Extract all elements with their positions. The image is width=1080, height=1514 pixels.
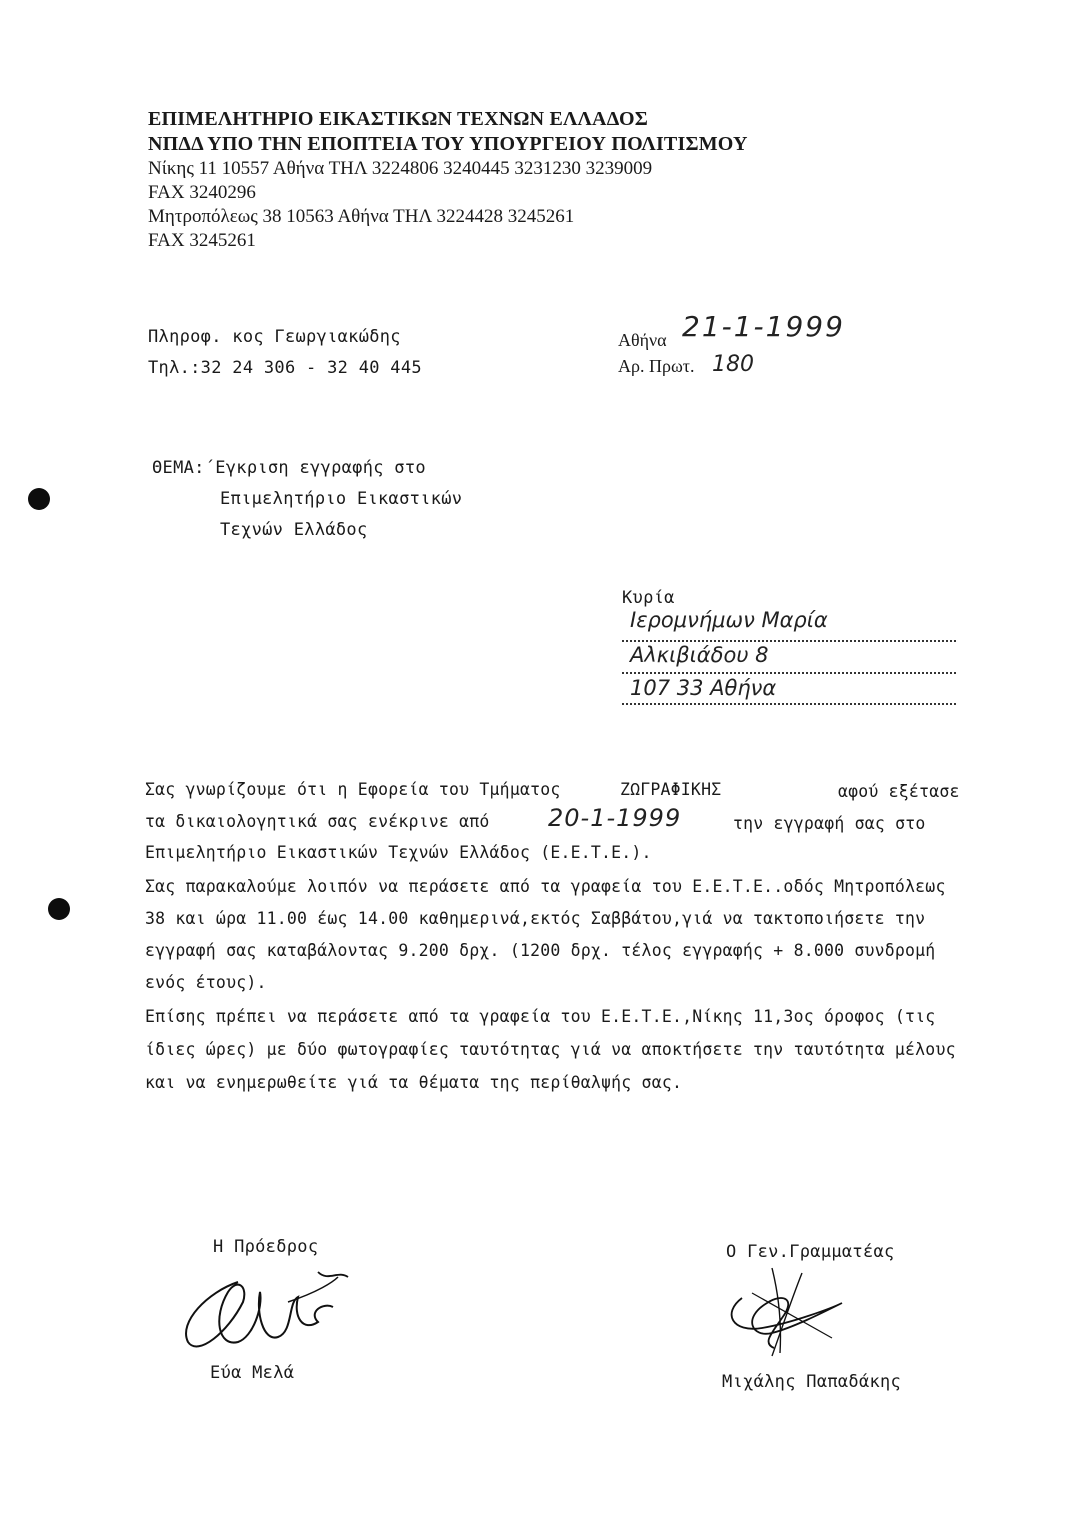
body-p1-e: Επιμελητήριο Εικαστικών Τεχνών Ελλάδος (Ε.Ε.Τ.Ε.). — [145, 843, 652, 862]
city-label: Αθήνα — [618, 330, 667, 350]
body-p2-line-1: Σας παρακαλούμε λοιπόν να περάσετε από τα γραφεία του Ε.Ε.Τ.Ε..οδός Μητροπόλεως — [145, 877, 946, 896]
subject-line-1: ΘΕΜΑ:΄Εγκριση εγγραφής στο — [152, 458, 426, 478]
body-p3-line-2: ίδιες ώρες) με δύο φωτογραφίες ταυτότητας γιά να αποκτήσετε την ταυτότητα μέλους — [145, 1040, 956, 1059]
contact-person: Πληροφ. κος Γεωργιακώδης — [148, 327, 401, 347]
body-p1-b: αφού εξέτασε — [838, 782, 960, 801]
protocol-number-handwritten: 180 — [712, 352, 754, 377]
secretary-name: Μιχάλης Παπαδάκης — [722, 1372, 902, 1392]
subject-line-3: Τεχνών Ελλάδος — [220, 520, 368, 540]
body-p1-a: Σας γνωρίζουμε ότι η Εφορεία του Τμήματος — [145, 780, 561, 799]
punch-hole-bottom — [48, 898, 70, 920]
contact-phone: Τηλ.:32 24 306 - 32 40 445 — [148, 358, 422, 378]
approval-date-handwritten: 20-1-1999 — [548, 804, 682, 832]
org-name: ΕΠΙΜΕΛΗΤΗΡΙΟ ΕΙΚΑΣΤΙΚΩΝ ΤΕΧΝΩΝ ΕΛΛΑΔΟΣ — [148, 108, 648, 130]
address-line-2: Μητροπόλεως 38 10563 Αθήνα ΤΗΛ 3224428 3245261 — [148, 206, 575, 227]
body-p2-line-4: ενός έτους). — [145, 973, 267, 992]
body-p2-line-3: εγγραφή σας καταβάλοντας 9.200 δρχ. (1200 δρχ. τέλος εγγραφής + 8.000 συνδρομή — [145, 941, 936, 960]
president-name: Εύα Μελά — [210, 1363, 295, 1383]
body-p1-d: την εγγραφή σας στο — [733, 814, 926, 833]
body-p2-line-2: 38 και ώρα 11.00 έως 14.00 καθημερινά,εκτός Σαββάτου,γιά να τακτοποιήσετε την — [145, 909, 926, 928]
address-line-1: Νίκης 11 10557 Αθήνα ΤΗΛ 3224806 3240445 3231230 3239009 — [148, 158, 653, 179]
secretary-signature — [712, 1258, 862, 1363]
salutation: Κυρία — [622, 588, 675, 608]
recipient-address-dotted-line — [622, 672, 956, 674]
body-p3-line-1: Επίσης πρέπει να περάσετε από τα γραφεία του Ε.Ε.Τ.Ε.,Νίκης 11,3ος όροφος (τις — [145, 1007, 936, 1026]
body-p3-line-3: και να ενημερωθείτε γιά τα θέματα της περίθαλψής σας. — [145, 1073, 683, 1092]
fax-line-1: FAX 3240296 — [148, 182, 256, 203]
department-name: ΖΩΓΡΑΦΙΚΗΣ — [620, 780, 722, 799]
fax-line-2: FAX 3245261 — [148, 230, 256, 251]
president-title: Η Πρόεδρος — [213, 1237, 319, 1257]
protocol-label: Αρ. Πρωτ. — [618, 356, 695, 376]
recipient-address: Αλκιβιάδου 8 — [630, 643, 769, 667]
recipient-name: Ιερομνήμων Μαρία — [630, 608, 828, 632]
recipient-name-dotted-line — [622, 640, 956, 642]
recipient-postal: 107 33 Αθήνα — [630, 676, 777, 700]
date-handwritten: 21-1-1999 — [682, 310, 845, 343]
org-status: ΝΠΔΔ ΥΠΟ ΤΗΝ ΕΠΟΠΤΕΙΑ ΤΟΥ ΥΠΟΥΡΓΕΙΟΥ ΠΟΛΙΤΙΣΜΟΥ — [148, 133, 748, 155]
secretary-title: Ο Γεν.Γραμματέας — [726, 1242, 895, 1262]
body-p1-c: τα δικαιολογητικά σας ενέκρινε από — [145, 812, 490, 831]
recipient-postal-dotted-line — [622, 703, 956, 705]
punch-hole-top — [28, 488, 50, 510]
subject-line-2: Επιμελητήριο Εικαστικών — [220, 489, 463, 509]
president-signature — [168, 1262, 358, 1362]
